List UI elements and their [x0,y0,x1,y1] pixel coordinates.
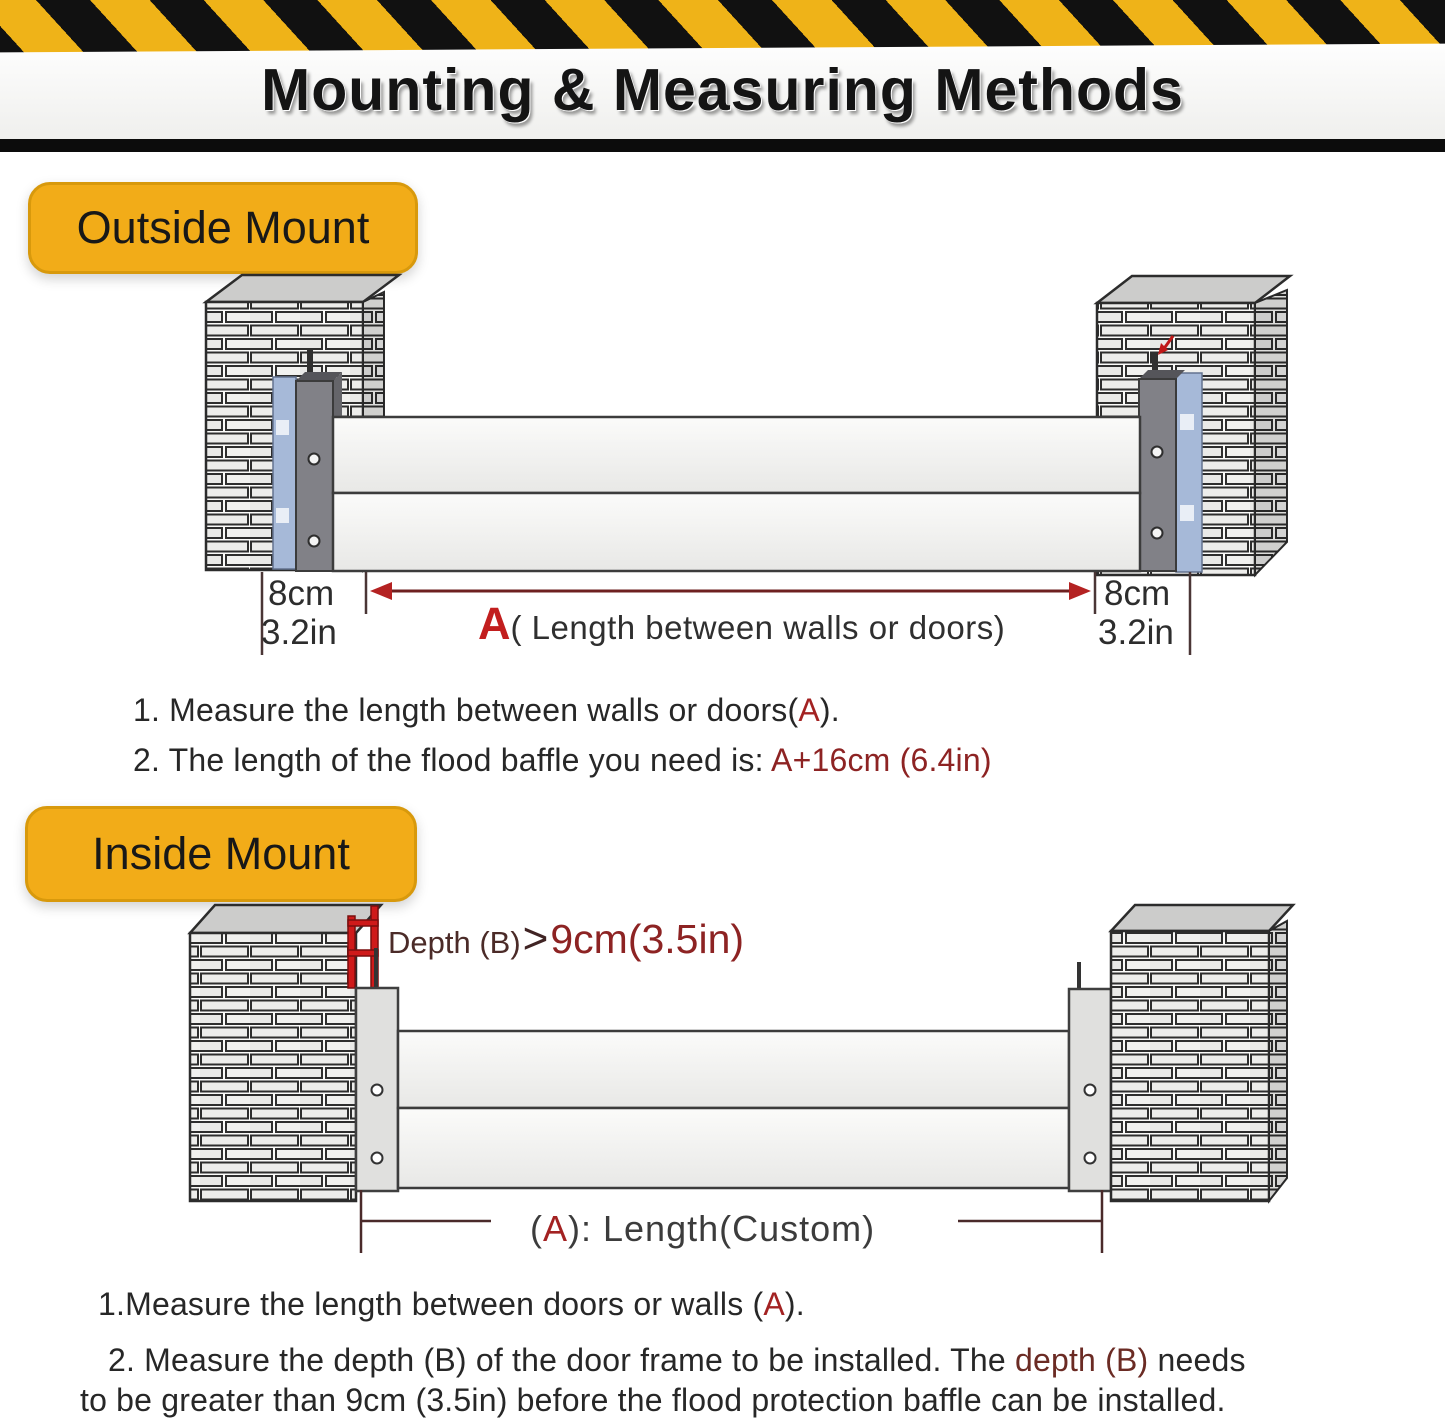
pillar-front-face [190,933,356,1201]
dimension-a: A [478,598,511,649]
anchor-pin [307,348,313,376]
side-rail [273,377,296,569]
page-title: Mounting & Measuring Methods [261,57,1184,123]
screw-hole [1152,447,1163,458]
pillar-top-face [1111,905,1293,931]
right-gap-in-label: 3.2in [1098,613,1174,652]
barrier-panel-bottom [333,493,1140,571]
left-mounting-assembly [273,348,342,571]
left-gap-in-label: 3.2in [261,613,337,652]
outside-mount-label: Outside Mount [76,202,370,253]
screw-hole [309,536,320,547]
screw-hole [372,1153,383,1164]
inside-instruction-2-line1: 2. Measure the depth (B) of the door frame to be installed. The depth (B) needs [108,1342,1246,1378]
inside-instruction-2-line2: to be greater than 9cm (3.5in) before the flood protection baffle can be installed. [80,1382,1226,1418]
barrier-panel-top [333,417,1140,493]
outside-instruction-2: 2. The length of the flood baffle you need is: A+16cm (6.4in) [133,742,992,778]
barrier-panel-top [398,1031,1069,1108]
outside-instruction-1: 1. Measure the length between walls or doors(A). [133,692,840,728]
right-brick-pillar [1111,905,1293,1201]
screw-hole [372,1085,383,1096]
length-dimension-label: A ( Length between walls or doors) [478,598,1006,649]
pillar-top-face [1097,276,1290,303]
right-mounting-post [1069,962,1111,1191]
banner-divider-bar [0,139,1445,152]
inside-mount-badge [25,806,417,902]
barrier-panel-bottom [398,1108,1069,1188]
flood-barrier-panels [398,1031,1069,1188]
pillar-front-face [1111,931,1269,1201]
custom-length-label: ( A ): Length(Custom) [530,1208,876,1249]
flood-barrier-panels [333,417,1140,571]
depth-requirement-label: Depth (B) > 9cm(3.5in) [388,914,745,963]
screw-hole [309,454,320,465]
mounting-bracket [1139,379,1176,571]
inside-instruction-1: 1.Measure the length between doors or walls (A). [98,1286,805,1322]
outside-mount-badge [28,182,418,274]
side-rail [1176,373,1202,572]
left-mounting-post [356,948,398,1191]
hazard-stripe-banner [0,0,1445,53]
screw-hole [1085,1085,1096,1096]
inside-mount-label: Inside Mount [92,828,350,879]
left-gap-cm-label: 8cm [268,574,335,613]
screw-hole [1085,1153,1096,1164]
right-gap-cm-label: 8cm [1104,574,1171,613]
screw-hole [1152,528,1163,539]
